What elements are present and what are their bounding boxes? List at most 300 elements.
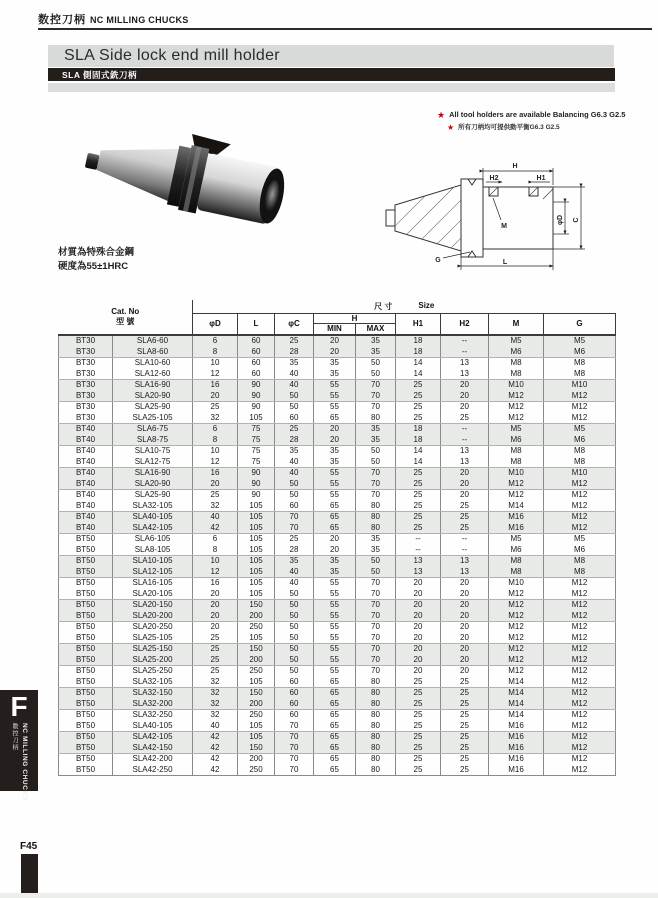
model-cell: SLA10-60 <box>113 358 193 369</box>
model-cell: SLA42-250 <box>113 765 193 776</box>
m-cell: M12 <box>489 490 544 501</box>
d-cell: 20 <box>193 589 238 600</box>
hmin-cell: 20 <box>314 347 356 358</box>
page-header-en: NC MILLING CHUCKS <box>90 15 189 25</box>
l-cell: 90 <box>238 402 275 413</box>
m-cell: M8 <box>489 556 544 567</box>
model-cell: SLA25-250 <box>113 666 193 677</box>
g-cell: M8 <box>544 358 616 369</box>
h2-cell: -- <box>441 545 489 556</box>
h2-cell: 25 <box>441 501 489 512</box>
series-cell: BT30 <box>59 380 113 391</box>
h2-cell: 25 <box>441 688 489 699</box>
series-cell: BT50 <box>59 589 113 600</box>
c-cell: 28 <box>275 347 314 358</box>
g-cell: M10 <box>544 380 616 391</box>
series-cell: BT50 <box>59 743 113 754</box>
d-cell: 32 <box>193 710 238 721</box>
model-cell: SLA32-105 <box>113 501 193 512</box>
model-cell: SLA40-105 <box>113 721 193 732</box>
l-cell: 200 <box>238 611 275 622</box>
m-cell: M12 <box>489 413 544 424</box>
hmin-cell: 65 <box>314 754 356 765</box>
table-row <box>59 611 616 622</box>
m-cell: M14 <box>489 677 544 688</box>
hmax-cell: 80 <box>356 754 396 765</box>
c-cell: 50 <box>275 600 314 611</box>
hmin-cell: 20 <box>314 534 356 545</box>
d-cell: 32 <box>193 677 238 688</box>
h1-cell: 18 <box>396 347 441 358</box>
g-cell: M8 <box>544 556 616 567</box>
hmax-cell: 80 <box>356 501 396 512</box>
table-row <box>59 468 616 479</box>
g-cell: M12 <box>544 413 616 424</box>
series-cell: BT50 <box>59 754 113 765</box>
hmin-cell: 65 <box>314 501 356 512</box>
model-cell: SLA16-105 <box>113 578 193 589</box>
h1-cell: 25 <box>396 732 441 743</box>
series-cell: BT40 <box>59 512 113 523</box>
c-cell: 70 <box>275 754 314 765</box>
model-cell: SLA25-90 <box>113 490 193 501</box>
series-cell: BT50 <box>59 622 113 633</box>
h2-cell: -- <box>441 435 489 446</box>
m-cell: M12 <box>489 391 544 402</box>
table-row <box>59 754 616 765</box>
d-cell: 40 <box>193 512 238 523</box>
material-line1: 材質為特殊合金鋼 <box>58 247 135 258</box>
c-cell: 50 <box>275 633 314 644</box>
c-cell: 60 <box>275 677 314 688</box>
page-title: SLA Side lock end mill holder <box>64 47 280 64</box>
g-cell: M12 <box>544 523 616 534</box>
col-header-m: M <box>489 313 544 335</box>
star-icon: ★ <box>447 123 455 132</box>
g-cell: M8 <box>544 457 616 468</box>
c-cell: 50 <box>275 622 314 633</box>
series-cell: BT50 <box>59 732 113 743</box>
table-row <box>59 391 616 402</box>
g-cell: M12 <box>544 512 616 523</box>
h1-cell: 25 <box>396 468 441 479</box>
c-cell: 28 <box>275 545 314 556</box>
series-cell: BT30 <box>59 391 113 402</box>
section-subtitle-bar <box>48 68 615 81</box>
note-balancing-zh <box>447 123 625 133</box>
c-cell: 40 <box>275 457 314 468</box>
h1-cell: 25 <box>396 754 441 765</box>
hmax-cell: 80 <box>356 523 396 534</box>
d-cell: 16 <box>193 380 238 391</box>
l-cell: 150 <box>238 600 275 611</box>
model-cell: SLA40-105 <box>113 512 193 523</box>
h1-cell: 25 <box>396 710 441 721</box>
hmin-cell: 35 <box>314 369 356 380</box>
h1-cell: 25 <box>396 523 441 534</box>
h1-cell: 25 <box>396 765 441 776</box>
d-cell: 6 <box>193 534 238 545</box>
c-cell: 25 <box>275 424 314 435</box>
g-cell: M12 <box>544 644 616 655</box>
star-icon: ★ <box>437 110 446 120</box>
hmax-cell: 35 <box>356 347 396 358</box>
series-cell: BT40 <box>59 501 113 512</box>
hmin-cell: 55 <box>314 655 356 666</box>
hmax-cell: 70 <box>356 611 396 622</box>
h1-cell: -- <box>396 545 441 556</box>
l-cell: 90 <box>238 391 275 402</box>
d-cell: 20 <box>193 622 238 633</box>
hmin-cell: 55 <box>314 490 356 501</box>
m-cell: M8 <box>489 358 544 369</box>
d-cell: 16 <box>193 578 238 589</box>
hmax-cell: 70 <box>356 468 396 479</box>
size-zh: 尺 寸 <box>374 301 393 311</box>
h1-cell: 25 <box>396 677 441 688</box>
series-cell: BT30 <box>59 358 113 369</box>
l-cell: 105 <box>238 523 275 534</box>
d-cell: 25 <box>193 655 238 666</box>
l-cell: 90 <box>238 479 275 490</box>
series-cell: BT40 <box>59 446 113 457</box>
d-cell: 32 <box>193 699 238 710</box>
g-cell: M12 <box>544 655 616 666</box>
hmin-cell: 65 <box>314 699 356 710</box>
h1-cell: 20 <box>396 611 441 622</box>
hmin-cell: 65 <box>314 710 356 721</box>
g-cell: M6 <box>544 435 616 446</box>
series-cell: BT50 <box>59 688 113 699</box>
l-cell: 105 <box>238 589 275 600</box>
g-cell: M12 <box>544 732 616 743</box>
l-cell: 105 <box>238 545 275 556</box>
spec-table <box>58 300 616 776</box>
m-cell: M12 <box>489 479 544 490</box>
l-cell: 105 <box>238 633 275 644</box>
g-cell: M12 <box>544 479 616 490</box>
series-cell: BT50 <box>59 699 113 710</box>
l-cell: 150 <box>238 743 275 754</box>
hmax-cell: 50 <box>356 369 396 380</box>
series-cell: BT30 <box>59 402 113 413</box>
col-header-min: MIN <box>314 323 356 335</box>
c-cell: 60 <box>275 501 314 512</box>
c-cell: 70 <box>275 765 314 776</box>
series-cell: BT40 <box>59 490 113 501</box>
g-cell: M12 <box>544 633 616 644</box>
h2-cell: 20 <box>441 589 489 600</box>
model-cell: SLA25-105 <box>113 633 193 644</box>
g-cell: M12 <box>544 578 616 589</box>
hmax-cell: 70 <box>356 479 396 490</box>
hmax-cell: 70 <box>356 402 396 413</box>
model-cell: SLA6-60 <box>113 335 193 347</box>
m-cell: M12 <box>489 402 544 413</box>
d-cell: 25 <box>193 402 238 413</box>
l-cell: 60 <box>238 335 275 347</box>
hmin-cell: 55 <box>314 589 356 600</box>
h2-cell: 25 <box>441 512 489 523</box>
model-cell: SLA32-150 <box>113 688 193 699</box>
l-cell: 105 <box>238 512 275 523</box>
h1-cell: 25 <box>396 391 441 402</box>
hmin-cell: 65 <box>314 677 356 688</box>
d-cell: 6 <box>193 335 238 347</box>
h2-cell: 13 <box>441 446 489 457</box>
hmin-cell: 55 <box>314 644 356 655</box>
m-cell: M10 <box>489 468 544 479</box>
hmax-cell: 70 <box>356 391 396 402</box>
h2-cell: 20 <box>441 490 489 501</box>
model-cell: SLA12-75 <box>113 457 193 468</box>
hmin-cell: 35 <box>314 457 356 468</box>
h1-cell: 20 <box>396 655 441 666</box>
table-row <box>59 424 616 435</box>
l-cell: 200 <box>238 699 275 710</box>
l-cell: 250 <box>238 666 275 677</box>
table-row <box>59 358 616 369</box>
g-cell: M12 <box>544 721 616 732</box>
d-cell: 25 <box>193 490 238 501</box>
chapter-tab-text <box>10 723 28 801</box>
hmax-cell: 80 <box>356 710 396 721</box>
hmax-cell: 70 <box>356 490 396 501</box>
h1-cell: 14 <box>396 457 441 468</box>
col-header-c: φC <box>275 313 314 335</box>
model-cell: SLA42-150 <box>113 743 193 754</box>
hmin-cell: 20 <box>314 435 356 446</box>
m-cell: M16 <box>489 765 544 776</box>
h2-cell: 25 <box>441 413 489 424</box>
c-cell: 35 <box>275 556 314 567</box>
m-cell: M5 <box>489 424 544 435</box>
d-cell: 8 <box>193 435 238 446</box>
h2-cell: 20 <box>441 380 489 391</box>
series-cell: BT50 <box>59 765 113 776</box>
h1-cell: 20 <box>396 633 441 644</box>
h2-cell: -- <box>441 335 489 347</box>
m-cell: M8 <box>489 369 544 380</box>
m-cell: M8 <box>489 567 544 578</box>
d-cell: 32 <box>193 501 238 512</box>
h1-cell: 20 <box>396 589 441 600</box>
series-cell: BT50 <box>59 611 113 622</box>
model-cell: SLA12-60 <box>113 369 193 380</box>
g-cell: M12 <box>544 490 616 501</box>
m-cell: M12 <box>489 622 544 633</box>
m-cell: M6 <box>489 347 544 358</box>
series-cell: BT50 <box>59 644 113 655</box>
c-cell: 60 <box>275 413 314 424</box>
hmin-cell: 35 <box>314 446 356 457</box>
size-header <box>193 300 616 313</box>
m-cell: M6 <box>489 435 544 446</box>
table-row <box>59 732 616 743</box>
g-cell: M12 <box>544 402 616 413</box>
m-cell: M16 <box>489 523 544 534</box>
h2-cell: 20 <box>441 578 489 589</box>
table-row <box>59 666 616 677</box>
d-cell: 25 <box>193 644 238 655</box>
hmin-cell: 55 <box>314 402 356 413</box>
hmin-cell: 35 <box>314 567 356 578</box>
l-cell: 60 <box>238 369 275 380</box>
c-cell: 50 <box>275 611 314 622</box>
model-cell: SLA25-200 <box>113 655 193 666</box>
model-cell: SLA6-75 <box>113 424 193 435</box>
h2-cell: 20 <box>441 600 489 611</box>
h1-cell: 25 <box>396 490 441 501</box>
col-header-h2: H2 <box>441 313 489 335</box>
table-row <box>59 369 616 380</box>
model-cell: SLA20-150 <box>113 600 193 611</box>
table-row <box>59 600 616 611</box>
h1-cell: 20 <box>396 622 441 633</box>
hmax-cell: 80 <box>356 732 396 743</box>
table-row <box>59 335 616 347</box>
hmax-cell: 35 <box>356 335 396 347</box>
series-cell: BT50 <box>59 600 113 611</box>
series-cell: BT50 <box>59 556 113 567</box>
page-header <box>38 10 652 30</box>
d-cell: 8 <box>193 545 238 556</box>
model-cell: SLA20-200 <box>113 611 193 622</box>
hmin-cell: 55 <box>314 380 356 391</box>
hmin-cell: 65 <box>314 721 356 732</box>
h1-cell: 20 <box>396 578 441 589</box>
hmin-cell: 20 <box>314 545 356 556</box>
g-cell: M8 <box>544 369 616 380</box>
model-cell: SLA20-250 <box>113 622 193 633</box>
h1-cell: 18 <box>396 424 441 435</box>
c-cell: 25 <box>275 335 314 347</box>
table-row <box>59 677 616 688</box>
m-cell: M14 <box>489 699 544 710</box>
h2-cell: 13 <box>441 567 489 578</box>
hmax-cell: 80 <box>356 413 396 424</box>
h1-cell: 25 <box>396 699 441 710</box>
d-cell: 16 <box>193 468 238 479</box>
h1-cell: 25 <box>396 743 441 754</box>
g-cell: M12 <box>544 391 616 402</box>
g-cell: M12 <box>544 611 616 622</box>
h1-cell: 25 <box>396 402 441 413</box>
c-cell: 70 <box>275 523 314 534</box>
g-cell: M6 <box>544 545 616 556</box>
d-cell: 42 <box>193 732 238 743</box>
l-cell: 105 <box>238 501 275 512</box>
series-cell: BT40 <box>59 424 113 435</box>
h2-cell: -- <box>441 424 489 435</box>
model-cell: SLA32-250 <box>113 710 193 721</box>
l-cell: 60 <box>238 358 275 369</box>
table-row <box>59 512 616 523</box>
m-cell: M16 <box>489 512 544 523</box>
hmin-cell: 55 <box>314 611 356 622</box>
d-cell: 42 <box>193 765 238 776</box>
note-text: All tool holders are available Balancing G6.3 G2.5 <box>449 110 626 119</box>
series-cell: BT50 <box>59 655 113 666</box>
g-cell: M12 <box>544 688 616 699</box>
h2-cell: 25 <box>441 710 489 721</box>
hmax-cell: 70 <box>356 666 396 677</box>
chapter-tab-en: NC MILLING CHUCKS <box>21 723 28 801</box>
table-row <box>59 402 616 413</box>
series-cell: BT50 <box>59 534 113 545</box>
series-cell: BT50 <box>59 578 113 589</box>
m-cell: M8 <box>489 446 544 457</box>
model-cell: SLA25-150 <box>113 644 193 655</box>
g-cell: M8 <box>544 567 616 578</box>
col-header-h1: H1 <box>396 313 441 335</box>
g-cell: M12 <box>544 743 616 754</box>
c-cell: 25 <box>275 534 314 545</box>
size-en: Size <box>418 300 435 310</box>
m-cell: M16 <box>489 754 544 765</box>
series-cell: BT40 <box>59 523 113 534</box>
h2-cell: 25 <box>441 743 489 754</box>
m-cell: M5 <box>489 534 544 545</box>
table-row <box>59 644 616 655</box>
series-cell: BT40 <box>59 468 113 479</box>
table-row <box>59 765 616 776</box>
c-cell: 50 <box>275 655 314 666</box>
g-cell: M12 <box>544 501 616 512</box>
g-cell: M5 <box>544 335 616 347</box>
m-cell: M16 <box>489 721 544 732</box>
h2-cell: 25 <box>441 677 489 688</box>
footer-bar <box>21 854 38 893</box>
model-cell: SLA8-75 <box>113 435 193 446</box>
h1-cell: 14 <box>396 358 441 369</box>
d-cell: 8 <box>193 347 238 358</box>
h2-cell: 25 <box>441 732 489 743</box>
g-cell: M12 <box>544 699 616 710</box>
h1-cell: 18 <box>396 335 441 347</box>
table-row <box>59 501 616 512</box>
l-cell: 75 <box>238 457 275 468</box>
h2-cell: 20 <box>441 666 489 677</box>
hmax-cell: 50 <box>356 556 396 567</box>
page-subtitle: SLA 側固式銑刀柄 <box>62 69 138 80</box>
model-cell: SLA8-105 <box>113 545 193 556</box>
m-cell: M12 <box>489 633 544 644</box>
hmax-cell: 70 <box>356 380 396 391</box>
table-row <box>59 413 616 424</box>
m-cell: M10 <box>489 578 544 589</box>
cat-no-en: Cat. No <box>111 307 140 316</box>
c-cell: 70 <box>275 721 314 732</box>
model-cell: SLA42-105 <box>113 732 193 743</box>
m-cell: M10 <box>489 380 544 391</box>
note-balancing-en <box>437 110 625 120</box>
hmax-cell: 80 <box>356 688 396 699</box>
l-cell: 105 <box>238 567 275 578</box>
spec-table-body <box>59 335 616 776</box>
page-header-zh: 数控刀柄 <box>38 14 86 26</box>
hmax-cell: 80 <box>356 743 396 754</box>
model-cell: SLA8-60 <box>113 347 193 358</box>
g-cell: M12 <box>544 666 616 677</box>
model-cell: SLA20-90 <box>113 479 193 490</box>
hmin-cell: 55 <box>314 479 356 490</box>
hmin-cell: 55 <box>314 600 356 611</box>
l-cell: 105 <box>238 578 275 589</box>
dim-label-g: G <box>435 257 441 264</box>
hmin-cell: 65 <box>314 523 356 534</box>
material-line2: 硬度為55±1HRC <box>58 261 129 272</box>
